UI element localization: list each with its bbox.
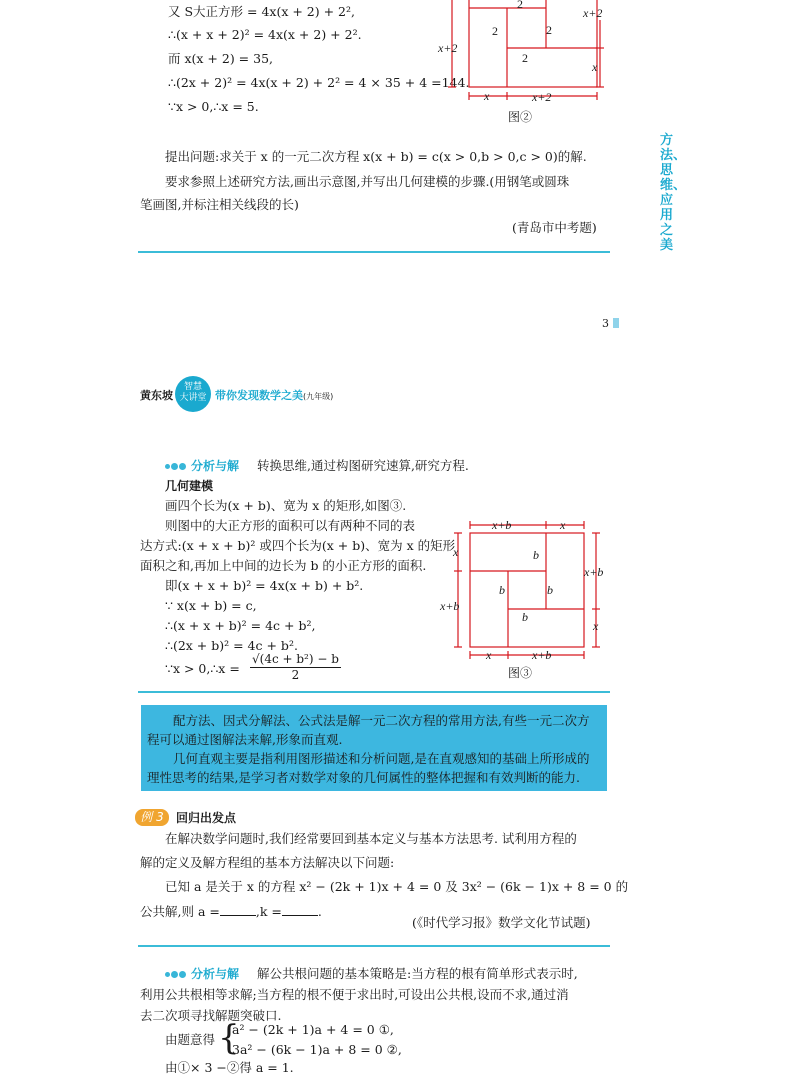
analysis-2-line-3: 去二次项寻找解题突破口.: [140, 1008, 282, 1023]
fig2-center-label-1: 2: [517, 0, 523, 11]
answer-blank-a[interactable]: [220, 903, 256, 916]
modeling-line-2: 则图中的大正方形的面积可以有两种不同的表: [165, 518, 416, 533]
analysis-1: [165, 458, 469, 474]
fig2-right-top-label: x+2: [583, 6, 603, 20]
analysis-1-text: 转换思维,通过构图研究速算,研究方程.: [256, 458, 469, 473]
analysis-2-line-1: 解公共根问题的基本策略是:当方程的根有简单形式表示时,: [256, 966, 578, 981]
formula-numerator: √(4c + b²) − b: [252, 652, 339, 666]
fig3-center-label-2: b: [499, 583, 505, 597]
system-brace: {: [218, 1018, 240, 1058]
section-divider-2: [138, 691, 610, 693]
problem-source: (青岛市中考题): [512, 220, 597, 235]
problem-line-2: 要求参照上述研究方法,画出示意图,并写出几何建模的步骤.(用钢笔或圆珠: [165, 174, 570, 189]
analysis-2-label: 分析与解: [190, 967, 239, 981]
proof-line-1: 又 S大正方形 = 4x(x + 2) + 2²,: [168, 4, 355, 19]
header-author: 黄东坡: [140, 389, 173, 402]
note-line-3: 几何直观主要是指利用图形描述和分析问题,是在直观感知的基础上所形成的: [173, 751, 590, 766]
problem-line-3: 笔画图,并标注相关线段的长): [140, 197, 299, 212]
example-3-answer-line: [140, 903, 322, 920]
proof-line-5: ∵x > 0,∴x = 5.: [168, 99, 259, 114]
fig2-left-label: x+2: [438, 41, 458, 55]
example-3-line-3: 已知 a 是关于 x 的方程 x² − (2k + 1)x + 4 = 0 及 3x² − (6k − 1)x + 8 = 0 的: [165, 879, 629, 894]
system-equation-2: 3a² − (6k − 1)a + 8 = 0 ②,: [232, 1042, 402, 1057]
figure-2-diagram: [432, 0, 622, 135]
fig3-caption: 图③: [508, 666, 533, 680]
fig2-caption: 图②: [508, 110, 533, 124]
modeling-line-5: 即(x + x + b)² = 4x(x + b) + b².: [165, 578, 364, 593]
fig3-left-top-label: x: [453, 545, 459, 559]
analysis-2-first-line: [165, 966, 578, 982]
modeling-line-6: ∵ x(x + b) = c,: [165, 598, 257, 613]
page-number-marker: [613, 318, 619, 328]
modeling-line-9: ∵x > 0,∴x =: [165, 661, 240, 676]
note-line-2: 程可以通过图解法来解,形象而直观.: [147, 732, 343, 747]
header-grade: (九年级): [303, 392, 334, 401]
modeling-line-4: 面积之和,再加上中间的边长为 b 的小正方形的面积.: [140, 558, 427, 573]
fig2-right-bottom-label: x: [592, 60, 598, 74]
fig3-bottom-left-label: x: [486, 648, 492, 662]
fig2-center-label-3: 2: [546, 23, 552, 37]
fig2-center-label-2: 2: [492, 24, 498, 38]
example-3-line-1: 在解决数学问题时,我们经常要回到基本定义与基本方法思考. 试利用方程的: [165, 831, 577, 846]
fig3-bottom-right-label: x+b: [532, 648, 552, 662]
system-equation-1: a² − (2k + 1)a + 4 = 0 ①,: [232, 1022, 394, 1037]
page-number: 3: [602, 317, 609, 330]
analysis-2-line-2: 利用公共根相等求解;当方程的根不便于求出时,可设出公共根,设而不求,通过消: [140, 987, 569, 1002]
fig3-center-label-3: b: [547, 583, 553, 597]
example-3-tag: 例 3: [135, 809, 169, 826]
note-box: [141, 705, 607, 791]
answer-blank-k[interactable]: [282, 903, 318, 916]
formula-denominator: 2: [291, 668, 300, 682]
proof-line-2: ∴(x + x + 2)² = 4x(x + 2) + 2².: [168, 27, 362, 42]
fig3-center-label-1: b: [533, 548, 539, 562]
figure-3-lines: [454, 521, 600, 659]
proof-line-4: ∴(2x + 2)² = 4x(x + 2) + 2² = 4 × 35 + 4 =144.: [168, 75, 470, 90]
fig2-center-label-4: 2: [522, 51, 528, 65]
note-line-4: 理性思考的结果,是学习者对数学对象的几何属性的整体把握和有效判断的能力.: [147, 770, 580, 785]
side-title: 方法、思维、应用之美: [660, 133, 687, 253]
analysis-1-label: 分析与解: [190, 459, 239, 473]
header-badge: [175, 376, 211, 412]
fig3-right-label: x+b: [584, 565, 604, 579]
note-line-1: 配方法、因式分解法、公式法是解一元二次方程的常用方法,有些一元二次方: [173, 713, 590, 728]
problem-line-1: 提出问题:求关于 x 的一元二次方程 x(x + b) = c(x > 0,b > 0,c > 0)的解.: [165, 149, 587, 164]
modeling-line-7: ∴(x + x + b)² = 4c + b²,: [165, 618, 316, 633]
badge-line-1: 智慧: [183, 382, 202, 392]
section-divider-3: [138, 945, 610, 947]
modeling-line-1: 画四个长为(x + b)、宽为 x 的矩形,如图③.: [165, 498, 407, 513]
example-3-source: (《时代学习报》数学文化节试题): [412, 915, 591, 930]
answer-prefix: 公共解,则 a =: [140, 904, 220, 919]
modeling-line-3: 达方式:(x + x + b)² 或四个长为(x + b)、宽为 x 的矩形: [140, 538, 456, 553]
fig3-right-bottom-label: x: [593, 619, 599, 633]
solution-formula: [250, 652, 341, 683]
header-title: [215, 388, 333, 405]
fig3-center-label-4: b: [522, 610, 528, 624]
fig2-bottom-left-label: x: [484, 89, 490, 103]
fig3-top-left-label: x+b: [492, 518, 512, 532]
badge-line-2: 大讲堂: [179, 393, 207, 403]
proof-line-3: 而 x(x + 2) = 35,: [168, 51, 273, 66]
analysis-2-last-line: 由①× 3 −②得 a = 1.: [165, 1060, 294, 1075]
fig3-left-label: x+b: [440, 599, 460, 613]
modeling-line-8: ∴(2x + b)² = 4c + b².: [165, 638, 298, 653]
header-title-text: 带你发现数学之美: [215, 389, 303, 402]
system-prefix: 由题意得: [165, 1032, 216, 1047]
dots-icon: [165, 458, 187, 473]
answer-middle: ,k =: [255, 904, 282, 919]
example-3-title: 回归出发点: [176, 811, 237, 825]
answer-suffix: .: [317, 904, 322, 919]
figure-2-lines: [448, 0, 604, 100]
modeling-title: 几何建模: [165, 479, 214, 493]
dots-icon: [165, 966, 187, 981]
example-3-line-2: 解的定义及解方程组的基本方法解决以下问题:: [140, 855, 395, 870]
fig3-top-right-label: x: [560, 518, 566, 532]
section-divider: [138, 251, 610, 253]
figure-3-diagram: [436, 515, 616, 683]
fig2-bottom-right-label: x+2: [532, 90, 552, 104]
